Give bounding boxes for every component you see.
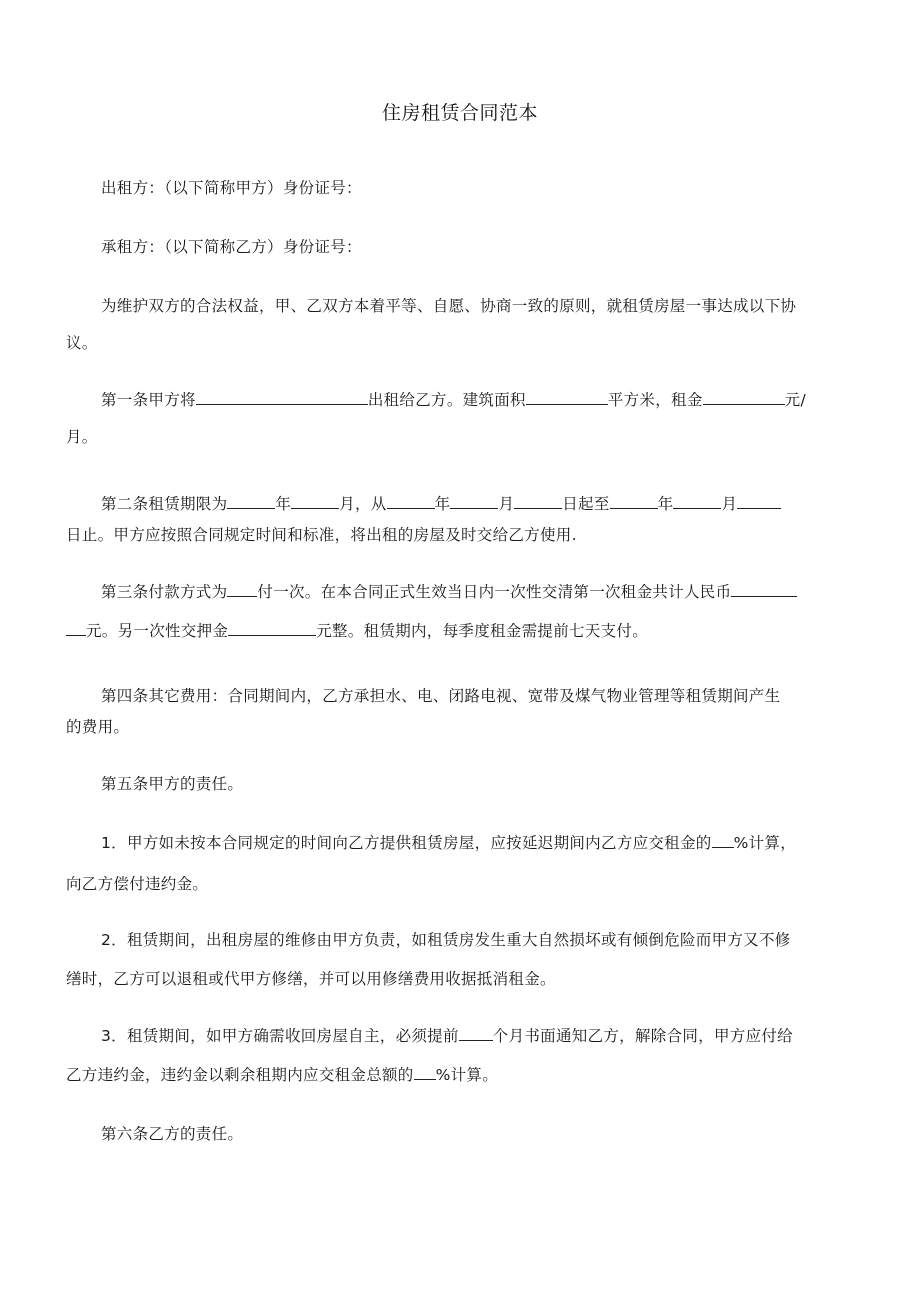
- article2-text-8: 月: [721, 495, 738, 513]
- term-months-blank[interactable]: [291, 494, 339, 509]
- article5-item1-text-1: 1．甲方如未按本合同规定的时间向乙方提供租赁房屋，应按延迟期间内乙方应交租金的: [101, 834, 712, 852]
- article2-text-6: 日起至: [562, 495, 610, 513]
- article3-text-1: 第三条付款方式为: [101, 583, 228, 601]
- article2-text-4: 年: [434, 495, 451, 513]
- article5-item3-line-1: [101, 1024, 891, 1046]
- article2-text-7: 年: [657, 495, 674, 513]
- article5-heading: 第五条甲方的责任。: [101, 775, 244, 793]
- preamble-line-2: 议。: [66, 334, 98, 352]
- end-month-blank[interactable]: [673, 494, 721, 509]
- article5-item3-text-2: 个月书面通知乙方，解除合同，甲方应付给: [492, 1027, 793, 1045]
- article5-item3-line-2: [66, 1063, 856, 1085]
- article3-line-2: [66, 619, 856, 641]
- article6-heading: 第六条乙方的责任。: [101, 1125, 244, 1143]
- preamble-line-1: 为维护双方的合法权益，甲、乙双方本着平等、自愿、协商一致的原则，就租赁房屋一事达成以下协: [101, 297, 797, 315]
- article1-line-2: 月。: [66, 428, 98, 446]
- article1-text-2: 出租给乙方。建筑面积: [367, 391, 526, 409]
- article5-item1-line-1: [101, 831, 891, 853]
- article3-text-2: 付一次。在本合同正式生效当日内一次性交清第一次租金共计人民币: [257, 583, 732, 601]
- article4-line-2: 的费用。: [66, 718, 130, 736]
- notice-months-blank[interactable]: [459, 1026, 493, 1041]
- termination-penalty-rate-blank[interactable]: [414, 1065, 436, 1080]
- article1-line-1: [101, 388, 891, 410]
- start-month-blank[interactable]: [450, 494, 498, 509]
- deposit-blank[interactable]: [228, 621, 316, 636]
- article5-item2-line-2: 缮时，乙方可以退租或代甲方修缮，并可以用修缮费用收据抵消租金。: [66, 970, 556, 988]
- term-years-blank[interactable]: [227, 494, 275, 509]
- lessee-line: 承租方：（以下简称乙方）身份证号：: [101, 238, 362, 256]
- article4-line-1: 第四条其它费用：合同期间内，乙方承担水、电、闭路电视、宽带及煤气物业管理等租赁期间产生: [101, 687, 781, 705]
- first-payment-blank-cont[interactable]: [66, 621, 86, 636]
- article5-item1-text-2: %计算，: [733, 834, 797, 852]
- article2-line-1: [101, 492, 891, 514]
- article2-text-3: 月，从: [339, 495, 387, 513]
- payment-period-blank[interactable]: [227, 582, 257, 597]
- rent-amount-blank[interactable]: [703, 390, 785, 405]
- floor-area-blank[interactable]: [526, 390, 608, 405]
- article2-line-2: 日止。甲方应按照合同规定时间和标准，将出租的房屋及时交给乙方使用.: [66, 526, 577, 544]
- article1-text-3: 平方米，租金: [607, 391, 703, 409]
- start-year-blank[interactable]: [387, 494, 435, 509]
- article5-item3-text-3: 乙方违约金，违约金以剩余租期内应交租金总额的: [66, 1066, 414, 1084]
- start-day-blank[interactable]: [514, 494, 562, 509]
- article3-text-4: 元整。租赁期内，每季度租金需提前七天支付。: [316, 622, 649, 640]
- article5-item2-line-1: 2．租赁期间，出租房屋的维修由甲方负责，如租赁房发生重大自然损坏或有倾倒危险而甲方又不修: [101, 931, 791, 949]
- article3-text-3: 元。另一次性交押金: [86, 622, 229, 640]
- article3-line-1: [101, 580, 891, 602]
- property-address-blank[interactable]: [196, 390, 368, 405]
- document-title: 住房租赁合同范本: [381, 102, 538, 124]
- end-year-blank[interactable]: [610, 494, 658, 509]
- article1-text-1: 第一条甲方将: [101, 391, 196, 409]
- article2-text-2: 年: [275, 495, 292, 513]
- article2-text-5: 月: [498, 495, 515, 513]
- late-penalty-rate-blank[interactable]: [712, 833, 734, 848]
- end-day-blank[interactable]: [737, 494, 781, 509]
- article2-text-1: 第二条租赁期限为: [101, 495, 228, 513]
- lessor-line: 出租方：（以下简称甲方）身份证号：: [101, 179, 362, 197]
- article5-item3-text-1: 3．租赁期间，如甲方确需收回房屋自主，必须提前: [101, 1027, 459, 1045]
- article5-item3-text-4: %计算。: [435, 1066, 499, 1084]
- article1-text-4: 元/: [784, 391, 806, 409]
- first-payment-blank[interactable]: [731, 582, 797, 597]
- article5-item1-line-2: 向乙方偿付违约金。: [66, 875, 209, 893]
